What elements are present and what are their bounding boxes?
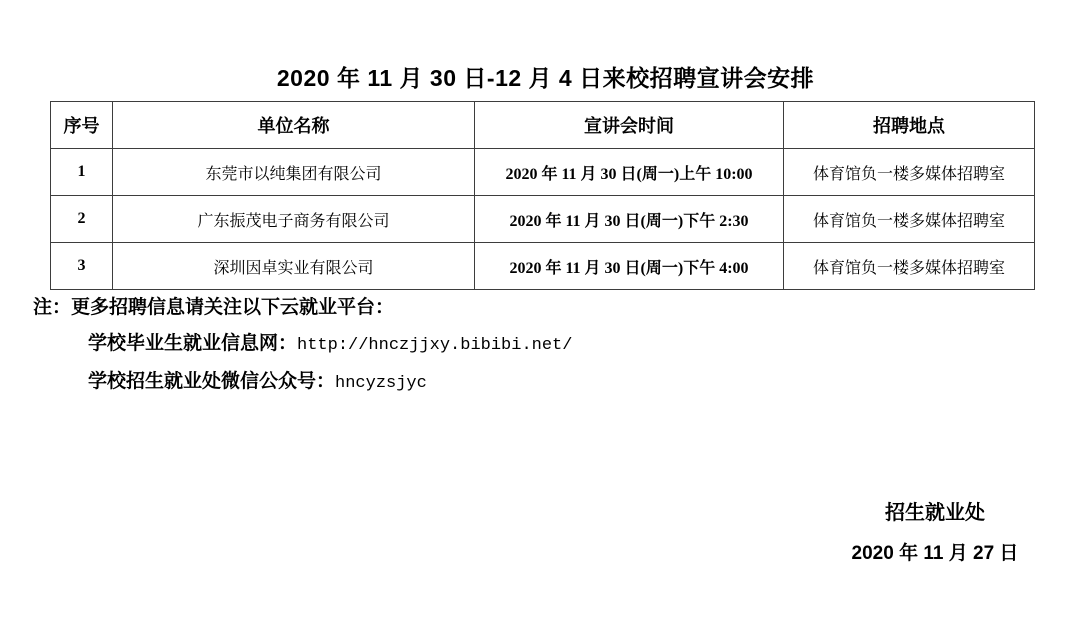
note-wechat-line [88, 370, 572, 396]
signature-department: 招生就业处 [885, 502, 985, 524]
note-website-line [88, 332, 572, 358]
cell-company: 广东振茂电子商务有限公司 [113, 196, 475, 243]
signature-date: 2020 年 11 月 27 日 [851, 543, 1019, 564]
cell-time: 2020 年 11 月 30 日(周一)下午 2:30 [475, 196, 784, 243]
header-company: 单位名称 [113, 102, 475, 149]
recruitment-schedule-table [50, 101, 1035, 290]
note-intro: 注：更多招聘信息请关注以下云就业平台： [33, 297, 395, 318]
wechat-account: hncyzsjyc [335, 374, 427, 393]
wechat-label: 学校招生就业处微信公众号： [88, 371, 336, 392]
page-title: 2020 年 11 月 30 日-12 月 4 日来校招聘宣讲会安排 [276, 65, 815, 91]
cell-company: 东莞市以纯集团有限公司 [113, 149, 475, 196]
notes-section [33, 296, 572, 408]
table-row [51, 243, 1035, 290]
header-location: 招聘地点 [784, 102, 1035, 149]
cell-time: 2020 年 11 月 30 日(周一)上午 10:00 [475, 149, 784, 196]
jobs-website-url[interactable]: http://hnczjjxy.bibibi.net/ [297, 336, 573, 355]
cell-serial: 2 [51, 196, 113, 243]
table-row [51, 196, 1035, 243]
cell-serial: 1 [51, 149, 113, 196]
table-row [51, 149, 1035, 196]
cell-location: 体育馆负一楼多媒体招聘室 [784, 196, 1035, 243]
cell-company: 深圳因卓实业有限公司 [113, 243, 475, 290]
cell-serial: 3 [51, 243, 113, 290]
header-time: 宣讲会时间 [475, 102, 784, 149]
website-label: 学校毕业生就业信息网： [88, 333, 298, 354]
cell-time: 2020 年 11 月 30 日(周一)下午 4:00 [475, 243, 784, 290]
cell-location: 体育馆负一楼多媒体招聘室 [784, 149, 1035, 196]
cell-location: 体育馆负一楼多媒体招聘室 [784, 243, 1035, 290]
header-serial: 序号 [51, 102, 113, 149]
table-header-row [51, 102, 1035, 149]
signature-block [842, 500, 1028, 567]
